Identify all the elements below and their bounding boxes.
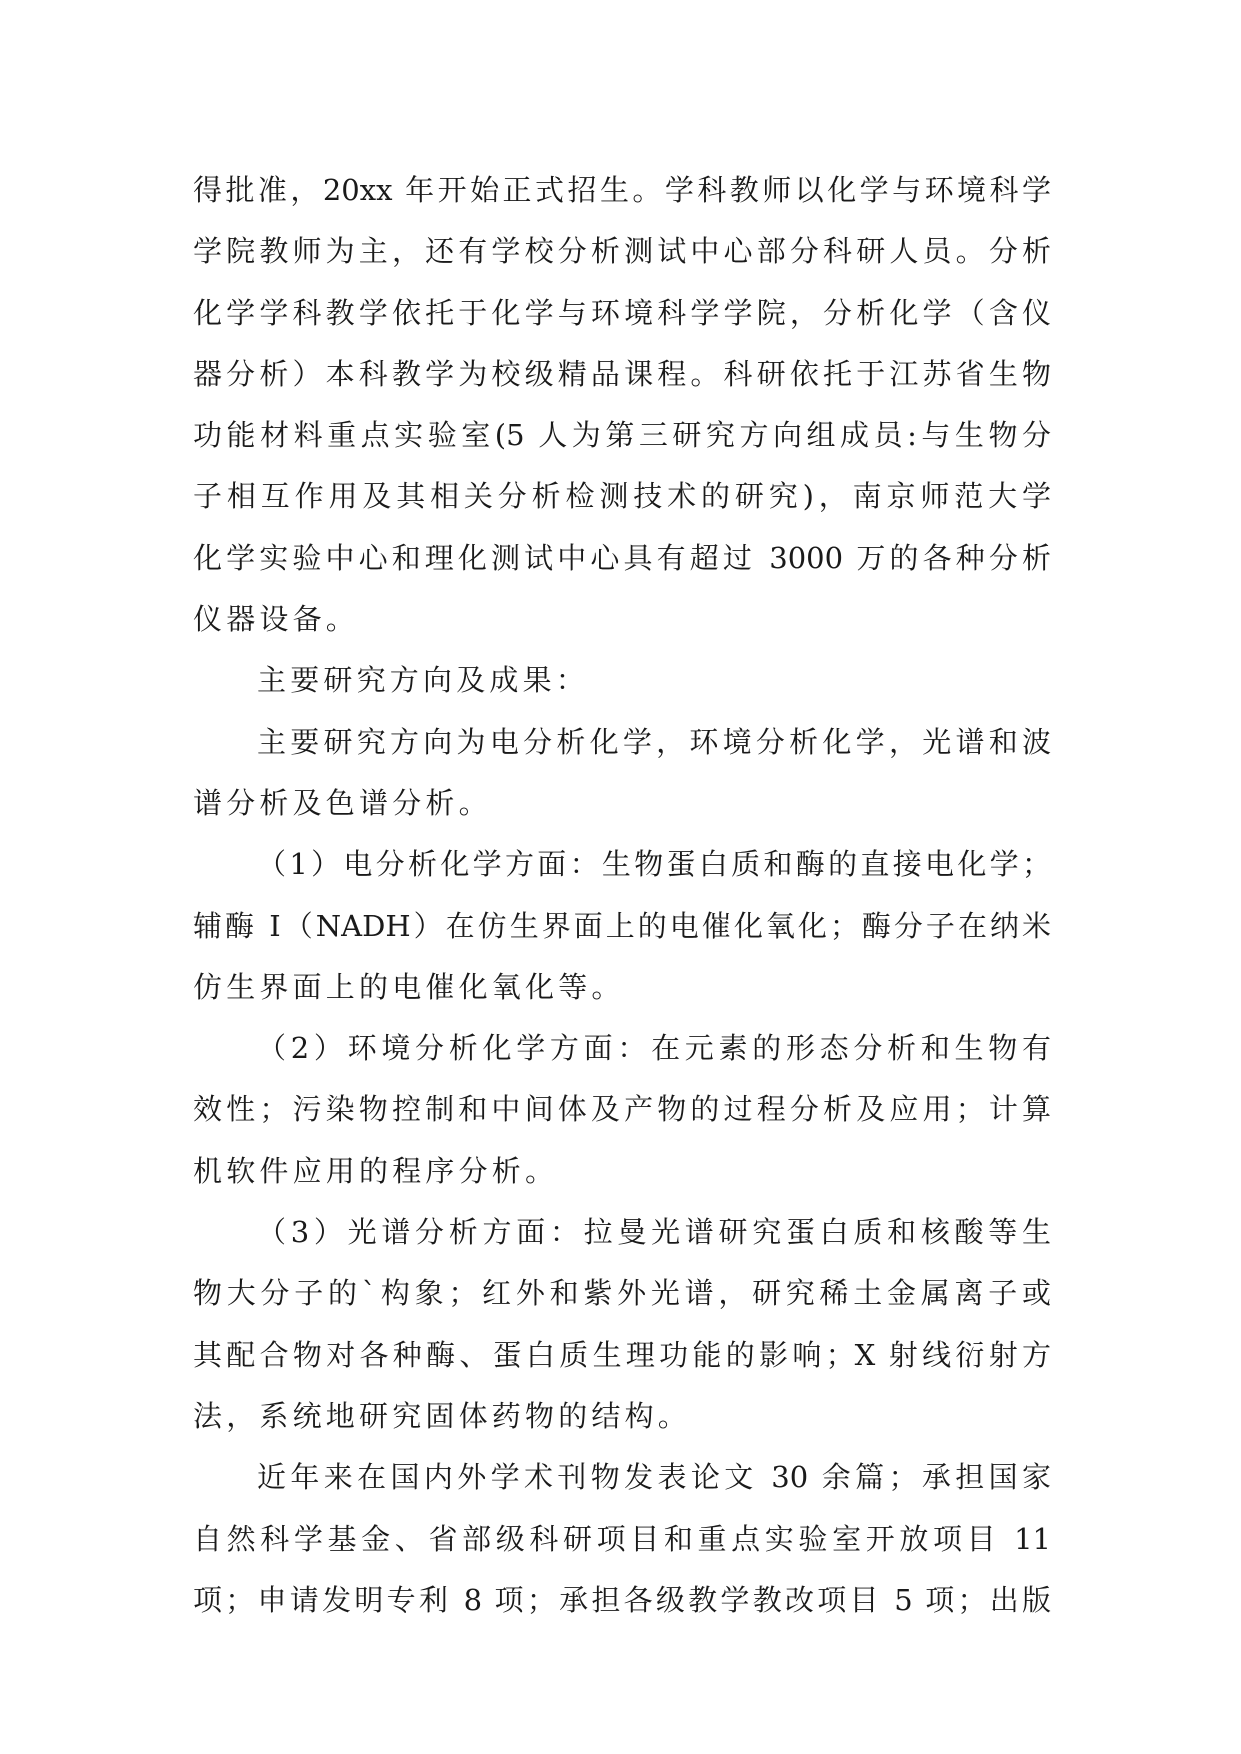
text-line: 得批准，20xx 年开始正式招生。学科教师以化学与环境科学 — [193, 173, 1051, 207]
text-line: 物大分子的`构象；红外和紫外光谱，研究稀土金属离子或 — [193, 1276, 1051, 1311]
text-line: 近年来在国内外学术刊物发表论文 30 余篇；承担国家 — [257, 1460, 1051, 1495]
text-line: （1）电分析化学方面：生物蛋白质和酶的直接电化学； — [257, 847, 1051, 882]
text-line: 器分析）本科教学为校级精品课程。科研依托于江苏省生物 — [193, 356, 1051, 391]
text-line: 化学实验中心和理化测试中心具有超过 3000 万的各种分析 — [193, 540, 1051, 575]
text-line: 仿生界面上的电催化氧化等。 — [193, 969, 625, 1004]
text-line: （3）光谱分析方面：拉曼光谱研究蛋白质和核酸等生 — [257, 1215, 1051, 1250]
text-line: 学院教师为主，还有学校分析测试中心部分科研人员。分析 — [193, 234, 1051, 269]
text-line: 法，系统地研究固体药物的结构。 — [193, 1398, 692, 1433]
text-line: 主要研究方向及成果： — [257, 663, 590, 698]
text-line: 自然科学基金、省部级科研项目和重点实验室开放项目 11 — [193, 1521, 1051, 1556]
text-line: 仪器设备。 — [193, 602, 360, 637]
text-line: 主要研究方向为电分析化学，环境分析化学，光谱和波 — [257, 724, 1051, 759]
text-line: 辅酶 I（NADH）在仿生界面上的电催化氧化；酶分子在纳米 — [193, 908, 1051, 943]
text-line: 子相互作用及其相关分析检测技术的研究)，南京师范大学 — [193, 479, 1051, 514]
text-line: （2）环境分析化学方面：在元素的形态分析和生物有 — [257, 1031, 1051, 1066]
text-line: 效性；污染物控制和中间体及产物的过程分析及应用；计算 — [193, 1092, 1051, 1127]
text-line: 化学学科教学依托于化学与环境科学学院，分析化学（含仪 — [193, 295, 1051, 330]
text-line: 其配合物对各种酶、蛋白质生理功能的影响；X 射线衍射方 — [193, 1337, 1051, 1372]
body-text — [193, 160, 1051, 1631]
text-line: 机软件应用的程序分析。 — [193, 1153, 559, 1188]
text-line: 功能材料重点实验室(5 人为第三研究方向组成员:与生物分 — [193, 418, 1051, 453]
text-line: 项；申请发明专利 8 项；承担各级教学教改项目 5 项；出版 — [193, 1582, 1051, 1617]
text-line: 谱分析及色谱分析。 — [193, 785, 492, 820]
